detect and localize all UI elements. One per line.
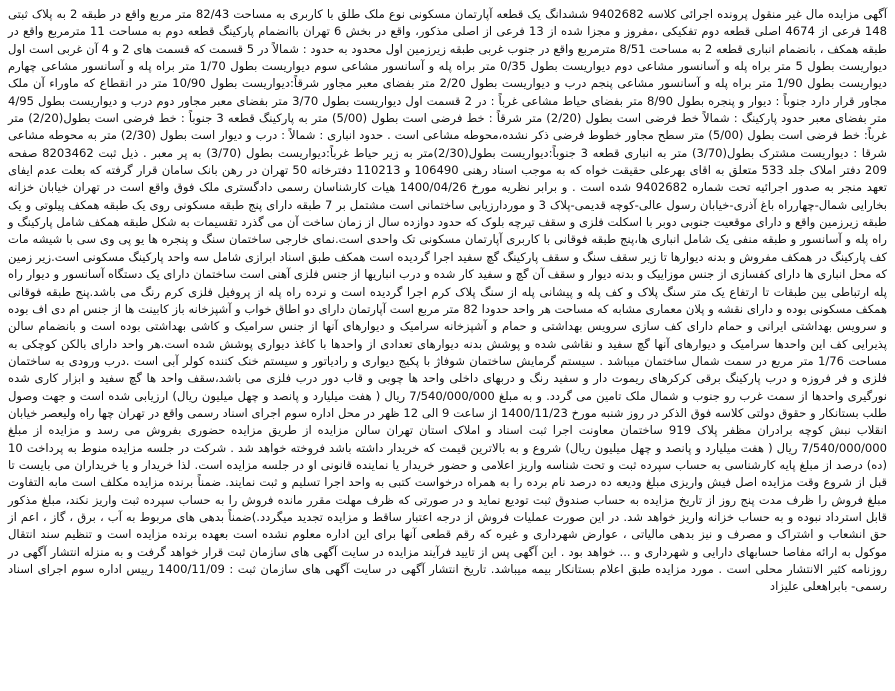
auction-notice-text: آگهی مزایده مال غیر منقول پرونده اجرائی کلاسه 9402682 ششدانگ یک قطعه آپارتمان مسکونی نوع ملک طلق با کاربری به مساحت 82/43 متر مربع واقع در طبقه 2 به پلاک ثبتی 148 فرعی از 4674 اصلی قطعه دوم تفکیکی ،مفروز و مجزا شده از 13 فرعی از اصلی مذکور، واقع در بخش 6 تهران باانضمام پارکینگ قطعه دوم به مساحت 11 مترمربع واقع در طبقه همکف ، بانضمام انباری قطعه 2 به مساحت 8/51 مترمربع واقع در جنوب غربی طبقه زیرزمین اول محدود به حدود : شمالاً در 5 قسمت که قسمت های 2 و 4 آن غربی است اول دیواریست بطول 5 متر براه پله و آسانسور مشاعی دوم دیواریست بطول 0/35 متر براه پله و آسانسور مشاعی سوم دیواریست بطول 1/70 متر براه پله و آسانسور مشاعی چهارم دیواریست بطول 1/90 متر براه پله و آسانسور مشاعی پنجم درب و دیواریست بطول 2/20 متر بفضای معبر مجاور شرقاً:دیواریست بطول 10/90 متر در انقطاع که ماوراء آن ملک مجاور قرار دارد جنوباً : دیوار و پنجره بطول 8/90 متر بفضای حیاط مشاعی غرباً : در 2 قسمت اول دیواریست بطول 3/70 متر بفضای معبر مجاور دوم درب و دیواریست بطول 4/95 متر بفضای معبر حدود پارکینگ : شمالاً خط فرضی است بطول (2/20) متر شرقاً : خط فرضی است بطول (5/00) متر به پارکینگ قطعه 3 جنوباً : خط فرضی است بطول(2/20) متر غرباً: خط فرضی است بطول (5/00) متر سطح مجاور خطوط فرضی ذکر نشده،محوطه مشاعی است . حدود انباری : شمالاً : درب و دیوار است بطول (2/30) متر به محوطه مشاعی شرقا : دیواریست مشترک بطول(3/70) متر به انباری قطعه 3 جنوباً:دیواریست بطول(2/30)متر به زیر حیاط غرباً:دیواریست بطول (3/70) به پر معبر . ذیل ثبت 8203462 صفحه 209 دفتر املاک جلد 533 متعلق به اقای بهرعلی حقیقت خواه که به موجب اسناد رهنی 106490 و 110213 دفترخانه 50 تهران در رهن بانک سامان قرار گرفته که بعلت عدم ایفای تعهد منجر به صدور اجرائیه تحت شماره 9402682 شده است . و برابر نظریه مورخ 1400/04/26 هیات کارشناسان رسمی دادگستری ملک فوق واقع است در تهران خیابان خزانه بخارایی شمال-چهارراه باغ آذری-خیابان رسول عالی-کوچه قدیمی-پلاک 3 و موردارزیابی ساختمانی است مشتمل بر 7 طبقه دارای پنج طبقه مسکونی روی یک طبقه همکف پیلوتی و یک طبقه زیرزمین واقع و دارای موقعیت جنوبی دوبر با اسکلت فلزی و سقف تیرچه بلوک که حدود دوازده سال از زمان ساخت آن می گذرد تقسیمات به شکل طبقه همکف شامل پارکینگ و راه پله و آسانسور و طبقه منفی یک شامل انباری ها،پنج طبقه فوقانی با کاربری آپارتمان مسکونی تک واحدی است.نمای خارجی ساختمان سنگ و پنجره ها یو پی وی سی با شیشه مات کف پارکینگ در همکف مفروش و بدنه دیوارها تا زیر سقف سنگ و سقف پارکینگ گچ سفید اجرا گردیده است همکف طبق اسناد ابرازی شامل سه واحد پارکینگ مسکونی است.زیر زمین که محل انباری ها دارای کفسازی از جنس موزاییک و بدنه دیوار و سقف آن گچ و سفید کار شده و درب انباریها از جنس فلزی آهنی است ساختمان دارای یک دستگاه آسانسور و دیوار راه پله ارتباطی بین طبقات تا ارتفاع یک متر سنگ پلاک و کف پله و پیشانی پله از سنگ پلاک کرم اجرا گردیده است و نرده راه پله از پروفیل فلزی کرم رنگ می باشد.پنج طبقه فوقانی همکف مسکونی بوده و دارای نقشه و پلان معماری مشابه که مساحت هر واحد حدودا 82 متر مربع است آپارتمان دارای دو اطاق خواب و آشپزخانه باز کابینت ها از جنس ام دی اف بوده و سرویس بهداشتی ایرانی و حمام دارای کف سازی سرویس بهداشتی و حمام و آشپزخانه سرامیک و دیوارهای آنها از جنس سرامیک و کاشی بهداشتی بوده است و بانضمام سالن پذیرایی کف این واحدها سرامیک و دیوارهای آنها گچ سفید و نقاشی شده و پوشش بدنه دیوارهای تعدادی از واحدها با کاغذ دیواری پوشش شده است.هر واحد دارای بالکن کوچکی به مساحت 1/76 متر مربع در سمت شمال ساختمان میباشد . سیستم گرمایش ساختمان شوفاژ با پکیج دیواری و رادیاتور و سیستم خنک کننده کولر آبی است .درب ورودی به ساختمان فلزی و فر فروزه و درب پارکینگ برقی کرکرهای ریموت دار و سفید رنگ و دربهای داخلی واحد ها چوبی و قاب دور درب فلزی می باشد،سقف واحد ها گچ سفید و ابزار کاری شده نورگیری واحدها از سمت غرب رو جنوب و شمال ملک تامین می گردد. و به مبلغ 7/540/000/000 ریال ( هفت میلیارد و پانصد و چهل میلیون ریال) ارزیابی شده است و جهت وصول طلب بستانکار و حقوق دولتی کلاسه فوق الذکر در روز شنبه مورخ 1400/11/23 از ساعت 9 الی 12 ظهر در محل اداره سوم اجرای اسناد رسمی واقع در تهران چها راه ولیعصر خیابان انقلاب نبش کوچه برادران مظفر پلاک 919 ساختمان معاونت اجرا ثبت اسناد و املاک استان تهران سالن مزایده از طریق مزایده حضوری بفروش می رسد و مزایده از مبلغ 7/540/000/000 ریال ( هفت میلیارد و پانصد و چهل میلیون ریال) شروع و به بالاترین قیمت که خریدار داشته باشد فروخته خواهد شد . شرکت در جلسه مزایده منوط به پرداخت 10 (ده) درصد از مبلغ پایه کارشناسی به حساب سپرده ثبت و تحت شناسه واریز اعلامی و حضور خریدار یا نماینده قانونی او در جلسه مزایده است. لذا خریدار و یا خریداران می بایست تا قبل از شروع وقت مزایده اصل فیش واریزی مبلغ ودیعه ده درصد نام برده را به همراه درخواست کتبی به واحد اجرا تسلیم و ثبت نمایند. ضمناً برنده مزایده مکلف است مابه التفاوت مبلغ فروش را ظرف مدت پنج روز از تاریخ مزایده به حساب صندوق ثبت تودیع نماید و در صورتی که ظرف مهلت مقرر مانده فروش را به حساب سپرده ثبت واریز نکند، مبلغ مذکور قابل استرداد نبوده و به حساب خزانه واریز خواهد شد. در این صورت عملیات فروش از درجه اعتبار ساقط و مزایده تجدید میگردد.)ضمناً بدهی های مربوط به آب ، برق ، گاز ، اعم از حق انشعاب و اشتراک و مصرف و نیز بدهی مالیاتی ، عوارض شهرداری و غیره که رقم قطعی آنها برای این اداره معلوم نشده است بعهده برنده مزایده است و تنظیم سند انتقال موکول به ارائه مفاصا حسابهای دارایی و شهرداری و ... خواهد بود . این آگهی پس از تایید فرآیند مزایده در سایت آگهی های سازمان ثبت قرار خواهد گرفت و به منزله انتشار آگهی در روزنامه کثیر الانتشار محلی است . مورد مزایده طبق اعلام بستانکار بیمه میباشد. تاریخ انتشار آگهی در سایت آگهی های سازمان ثبت : 1400/11/09 رییس اداره سوم اجرای اسناد رسمی- بابراهعلی علیزاد (8, 7, 888, 594)
